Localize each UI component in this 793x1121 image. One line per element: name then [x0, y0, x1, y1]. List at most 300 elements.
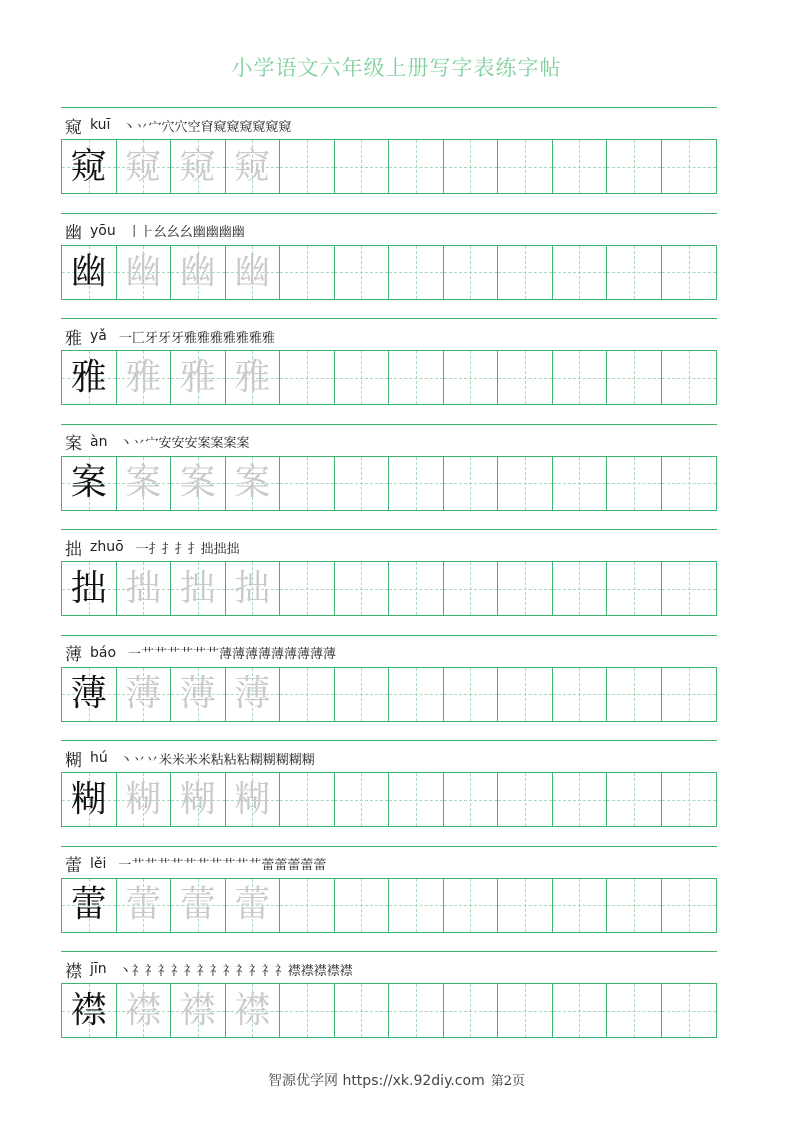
guide-line-vertical	[689, 562, 690, 615]
trace-cell	[226, 140, 281, 193]
stroke-step: 艹	[183, 858, 197, 873]
practice-cell[interactable]	[389, 984, 444, 1037]
stroke-step: 薄	[310, 647, 324, 662]
practice-cell[interactable]	[444, 879, 499, 932]
guide-line-vertical	[361, 351, 362, 404]
practice-cell[interactable]	[662, 562, 717, 615]
stroke-order	[136, 538, 240, 557]
practice-cell[interactable]	[389, 351, 444, 404]
stroke-step: 雅	[196, 330, 210, 346]
guide-line-vertical	[525, 773, 526, 826]
practice-cell[interactable]	[335, 879, 390, 932]
entry-header	[65, 957, 353, 981]
stroke-step: 宀	[148, 119, 162, 135]
entry-character: 幽	[65, 223, 82, 243]
stroke-step: 糊	[301, 752, 315, 768]
guide-line-vertical	[689, 351, 690, 404]
guide-line-vertical	[416, 773, 417, 826]
trace-cell	[117, 773, 172, 826]
stroke-step: 窥	[252, 119, 266, 135]
trace-cell	[226, 457, 281, 510]
model-cell	[62, 668, 117, 721]
stroke-step: 礻	[131, 963, 145, 979]
practice-cell[interactable]	[498, 562, 553, 615]
entry-header	[65, 430, 249, 454]
stroke-step: 礻	[235, 963, 249, 979]
practice-entry	[61, 951, 717, 1076]
entry-character: 襟	[65, 961, 82, 982]
stroke-order	[128, 643, 336, 662]
entry-character: 雅	[65, 328, 82, 349]
stroke-step: 薄	[297, 647, 311, 662]
guide-line-vertical	[525, 246, 526, 299]
practice-cell[interactable]	[280, 140, 335, 193]
guide-line-vertical	[579, 246, 580, 299]
practice-cell[interactable]	[280, 457, 335, 510]
entry-divider	[61, 740, 717, 741]
practice-cell[interactable]	[280, 773, 335, 826]
entry-pinyin: báo	[90, 644, 117, 661]
trace-character: 案	[125, 462, 162, 503]
trace-character: 雅	[179, 356, 216, 398]
stroke-step: 薄	[271, 647, 285, 662]
guide-line-vertical	[634, 984, 635, 1037]
trace-cell	[226, 246, 281, 299]
guide-line-vertical	[579, 879, 580, 932]
trace-character: 案	[234, 462, 271, 503]
trace-character: 薄	[234, 673, 271, 714]
practice-cell[interactable]	[553, 668, 608, 721]
entry-divider	[61, 846, 717, 847]
guide-line-vertical	[634, 879, 635, 932]
practice-cell[interactable]	[444, 246, 499, 299]
practice-cell[interactable]	[280, 984, 335, 1037]
practice-cell[interactable]	[498, 984, 553, 1037]
trace-character: 案	[179, 462, 216, 503]
practice-cell[interactable]	[607, 773, 662, 826]
entry-header	[65, 535, 240, 559]
model-cell	[62, 351, 117, 404]
guide-line-vertical	[634, 140, 635, 193]
practice-cell[interactable]	[553, 246, 608, 299]
practice-cell[interactable]	[607, 457, 662, 510]
practice-cell[interactable]	[662, 140, 717, 193]
stroke-step: 安	[158, 436, 172, 451]
practice-cell[interactable]	[389, 773, 444, 826]
guide-line-vertical	[416, 140, 417, 193]
guide-line-vertical	[361, 562, 362, 615]
trace-cell	[117, 457, 172, 510]
entry-header	[65, 641, 336, 665]
entry-character: 拙	[65, 539, 82, 560]
guide-line-vertical	[307, 562, 308, 615]
practice-cell[interactable]	[662, 879, 717, 932]
guide-line-vertical	[307, 879, 308, 932]
practice-cell[interactable]	[498, 351, 553, 404]
practice-cell[interactable]	[389, 668, 444, 721]
practice-cell[interactable]	[280, 351, 335, 404]
practice-cell[interactable]	[444, 668, 499, 721]
guide-line-vertical	[634, 773, 635, 826]
trace-character: 幽	[234, 251, 271, 292]
stroke-step: 蕾	[287, 858, 301, 873]
writing-grid	[61, 667, 717, 722]
guide-line-vertical	[634, 351, 635, 404]
stroke-step: 糊	[275, 752, 289, 768]
model-character: 窥	[70, 145, 107, 187]
stroke-step: 米	[184, 752, 198, 768]
stroke-step: 礻	[170, 963, 184, 979]
guide-line-vertical	[579, 351, 580, 404]
practice-cell[interactable]	[498, 773, 553, 826]
stroke-step: 礻	[144, 963, 158, 979]
stroke-step: 襟	[300, 963, 314, 979]
guide-line-vertical	[361, 773, 362, 826]
stroke-step: 空	[187, 119, 201, 135]
guide-line-vertical	[361, 984, 362, 1037]
trace-cell	[226, 984, 281, 1037]
stroke-step: 艹	[141, 647, 155, 662]
practice-cell[interactable]	[389, 140, 444, 193]
practice-cell[interactable]	[444, 351, 499, 404]
trace-cell	[171, 140, 226, 193]
entry-pinyin: jīn	[90, 961, 107, 977]
trace-character: 拙	[179, 567, 216, 609]
practice-cell[interactable]	[498, 140, 553, 193]
stroke-step: 礻	[157, 963, 171, 979]
practice-cell[interactable]	[607, 984, 662, 1037]
guide-line-vertical	[634, 457, 635, 510]
stroke-step: 粘	[223, 752, 237, 768]
writing-grid	[61, 456, 717, 511]
writing-grid	[61, 561, 717, 616]
practice-cell[interactable]	[335, 562, 390, 615]
practice-cell[interactable]	[607, 140, 662, 193]
guide-line-vertical	[525, 140, 526, 193]
trace-character: 糊	[125, 778, 162, 820]
stroke-step: 牙	[144, 330, 158, 346]
stroke-step: 艹	[131, 858, 145, 873]
practice-cell[interactable]	[553, 562, 608, 615]
stroke-step: 艹	[154, 647, 168, 662]
stroke-step: 礻	[274, 963, 288, 979]
stroke-step: 薄	[232, 647, 246, 662]
trace-character: 糊	[179, 778, 216, 820]
stroke-step: 案	[223, 436, 237, 451]
guide-line-vertical	[416, 351, 417, 404]
trace-cell	[117, 246, 172, 299]
guide-line-vertical	[470, 879, 471, 932]
model-cell	[62, 140, 117, 193]
practice-cell[interactable]	[662, 773, 717, 826]
stroke-step: 穴	[174, 119, 188, 135]
trace-cell	[226, 562, 281, 615]
entry-character: 蕾	[65, 856, 82, 876]
guide-line-vertical	[525, 562, 526, 615]
stroke-step: 案	[236, 436, 250, 451]
stroke-step: 一	[128, 647, 142, 662]
model-character: 拙	[70, 567, 107, 609]
stroke-step: 米	[158, 752, 172, 768]
guide-line-vertical	[416, 562, 417, 615]
practice-cell[interactable]	[662, 351, 717, 404]
stroke-step: 窅	[200, 119, 214, 135]
stroke-step: 窥	[226, 119, 240, 135]
stroke-step: 拙	[200, 541, 214, 557]
model-character: 糊	[70, 778, 107, 820]
stroke-step: 牙	[157, 330, 171, 346]
page-title: 小学语文六年级上册写字表练字帖	[231, 56, 562, 80]
stroke-step: 艹	[235, 858, 249, 873]
writing-grid	[61, 983, 717, 1038]
entry-character: 案	[65, 434, 82, 454]
guide-line-vertical	[689, 246, 690, 299]
stroke-step: 牙	[170, 330, 184, 346]
stroke-step: 匚	[131, 330, 145, 346]
stroke-step: 丷	[135, 119, 149, 135]
model-character: 雅	[70, 356, 107, 398]
practice-cell[interactable]	[444, 457, 499, 510]
guide-line-vertical	[579, 457, 580, 510]
trace-character: 拙	[125, 567, 162, 609]
stroke-step: 蕾	[313, 858, 327, 873]
stroke-step: 礻	[196, 963, 210, 979]
practice-cell[interactable]	[280, 562, 335, 615]
stroke-step: 艹	[167, 647, 181, 662]
guide-line-vertical	[689, 140, 690, 193]
practice-cell[interactable]	[335, 773, 390, 826]
entry-divider	[61, 951, 717, 952]
entry-divider	[61, 213, 717, 214]
stroke-step: 幺	[153, 225, 167, 240]
stroke-order	[118, 854, 326, 873]
stroke-step: 幺	[179, 225, 193, 240]
model-character: 蕾	[70, 884, 107, 925]
practice-cell[interactable]	[553, 351, 608, 404]
practice-cell[interactable]	[498, 668, 553, 721]
practice-cell[interactable]	[389, 246, 444, 299]
footer	[0, 1070, 793, 1090]
entry-divider	[61, 424, 717, 425]
stroke-step: 薄	[219, 647, 233, 662]
practice-cell[interactable]	[553, 879, 608, 932]
guide-line-vertical	[525, 984, 526, 1037]
guide-line-vertical	[416, 879, 417, 932]
entry-pinyin: hú	[90, 750, 108, 766]
trace-character: 蕾	[125, 884, 162, 925]
guide-line-vertical	[634, 562, 635, 615]
stroke-step: 幽	[231, 225, 245, 240]
stroke-step: 扌	[174, 541, 188, 557]
practice-cell[interactable]	[389, 457, 444, 510]
stroke-order	[128, 221, 245, 240]
guide-line-vertical	[689, 668, 690, 721]
stroke-step: 窥	[278, 119, 292, 135]
guide-line-vertical	[470, 668, 471, 721]
stroke-step: 雅	[235, 330, 249, 346]
practice-cell[interactable]	[444, 984, 499, 1037]
entry-header	[65, 852, 326, 876]
stroke-step: 安	[184, 436, 198, 451]
practice-cell[interactable]	[335, 351, 390, 404]
trace-cell	[117, 351, 172, 404]
practice-cell[interactable]	[444, 140, 499, 193]
model-cell	[62, 457, 117, 510]
model-cell	[62, 562, 117, 615]
guide-line-vertical	[525, 457, 526, 510]
practice-cell[interactable]	[662, 668, 717, 721]
guide-line-vertical	[525, 351, 526, 404]
footer-site: 智源优学网 https://xk.92diy.com	[268, 1073, 485, 1089]
entry-pinyin: zhuō	[90, 539, 124, 555]
writing-grid	[61, 772, 717, 827]
practice-cell[interactable]	[335, 246, 390, 299]
stroke-step: 艹	[209, 858, 223, 873]
practice-cell[interactable]	[553, 773, 608, 826]
trace-character: 雅	[234, 356, 271, 398]
trace-character: 襟	[234, 989, 271, 1031]
trace-cell	[171, 457, 226, 510]
model-cell	[62, 984, 117, 1037]
trace-character: 襟	[179, 989, 216, 1031]
practice-cell[interactable]	[662, 984, 717, 1037]
stroke-step: 穴	[161, 119, 175, 135]
guide-line-vertical	[689, 773, 690, 826]
stroke-step: 粘	[236, 752, 250, 768]
practice-cell[interactable]	[607, 562, 662, 615]
trace-character: 窥	[234, 145, 271, 187]
stroke-step: 艹	[206, 647, 220, 662]
writing-grid	[61, 245, 717, 300]
trace-cell	[171, 984, 226, 1037]
practice-cell[interactable]	[389, 879, 444, 932]
practice-cell[interactable]	[280, 879, 335, 932]
stroke-step: 礻	[183, 963, 197, 979]
practice-cell[interactable]	[662, 457, 717, 510]
guide-line-vertical	[579, 140, 580, 193]
stroke-step: 蕾	[261, 858, 275, 873]
guide-line-vertical	[525, 668, 526, 721]
trace-character: 蕾	[179, 884, 216, 925]
entry-pinyin: àn	[90, 433, 108, 450]
practice-cell[interactable]	[444, 562, 499, 615]
guide-line-vertical	[689, 879, 690, 932]
stroke-step: 幽	[205, 225, 219, 240]
practice-cell[interactable]	[335, 140, 390, 193]
stroke-step: 薄	[245, 647, 259, 662]
model-character: 襟	[70, 989, 107, 1031]
practice-cell[interactable]	[335, 668, 390, 721]
practice-cell[interactable]	[335, 984, 390, 1037]
practice-cell[interactable]	[280, 668, 335, 721]
practice-cell[interactable]	[498, 457, 553, 510]
stroke-step: 艹	[193, 647, 207, 662]
entry-pinyin: kuī	[90, 117, 111, 133]
stroke-step: 礻	[209, 963, 223, 979]
trace-character: 襟	[125, 989, 162, 1031]
stroke-step: 糊	[249, 752, 263, 768]
stroke-step: 艹	[180, 647, 194, 662]
stroke-step: 宀	[145, 436, 159, 451]
practice-cell[interactable]	[553, 140, 608, 193]
entry-character: 糊	[65, 750, 82, 771]
stroke-step: 丷	[132, 436, 146, 451]
stroke-step: 糊	[288, 752, 302, 768]
stroke-step: 拙	[213, 541, 227, 557]
practice-cell[interactable]	[607, 351, 662, 404]
guide-line-vertical	[416, 984, 417, 1037]
stroke-step: 粘	[210, 752, 224, 768]
stroke-order	[122, 116, 291, 135]
entry-pinyin: yǎ	[90, 328, 107, 344]
stroke-step: 糊	[262, 752, 276, 768]
stroke-step: 安	[171, 436, 185, 451]
trace-cell	[117, 879, 172, 932]
guide-line-vertical	[689, 984, 690, 1037]
writing-grid	[61, 878, 717, 933]
stroke-step: 案	[197, 436, 211, 451]
trace-cell	[171, 351, 226, 404]
practice-cell[interactable]	[444, 773, 499, 826]
stroke-step: 拙	[226, 541, 240, 557]
stroke-step: 艹	[144, 858, 158, 873]
practice-cell[interactable]	[607, 246, 662, 299]
stroke-step: 薄	[323, 647, 337, 662]
trace-cell	[226, 351, 281, 404]
trace-cell	[171, 879, 226, 932]
trace-cell	[226, 773, 281, 826]
guide-line-vertical	[470, 773, 471, 826]
writing-grid	[61, 350, 717, 405]
practice-cell[interactable]	[498, 246, 553, 299]
stroke-step: 幺	[166, 225, 180, 240]
page-number: 第2页	[490, 1074, 525, 1089]
practice-cell[interactable]	[607, 879, 662, 932]
practice-cell[interactable]	[498, 879, 553, 932]
trace-character: 拙	[234, 567, 271, 609]
guide-line-vertical	[361, 246, 362, 299]
stroke-step: 窥	[213, 119, 227, 135]
stroke-step: ⺊	[140, 225, 154, 240]
stroke-step: 丨	[127, 225, 141, 240]
trace-cell	[117, 984, 172, 1037]
trace-cell	[171, 246, 226, 299]
stroke-step: 雅	[183, 330, 197, 346]
stroke-step: 襟	[287, 963, 301, 979]
practice-cell[interactable]	[607, 668, 662, 721]
stroke-step: 丶	[119, 436, 133, 451]
trace-character: 雅	[125, 356, 162, 398]
practice-cell[interactable]	[553, 457, 608, 510]
stroke-step: 扌	[161, 541, 175, 557]
trace-cell	[226, 879, 281, 932]
practice-cell[interactable]	[389, 562, 444, 615]
guide-line-vertical	[307, 246, 308, 299]
guide-line-vertical	[470, 351, 471, 404]
stroke-order	[119, 960, 353, 979]
stroke-step: 雅	[248, 330, 262, 346]
practice-cell[interactable]	[553, 984, 608, 1037]
practice-cell[interactable]	[280, 246, 335, 299]
guide-line-vertical	[361, 457, 362, 510]
stroke-step: 丶	[119, 752, 133, 768]
stroke-step: 扌	[148, 541, 162, 557]
practice-cell[interactable]	[335, 457, 390, 510]
practice-cell[interactable]	[662, 246, 717, 299]
entry-divider	[61, 318, 717, 319]
entry-divider	[61, 529, 717, 530]
stroke-step: 礻	[222, 963, 236, 979]
